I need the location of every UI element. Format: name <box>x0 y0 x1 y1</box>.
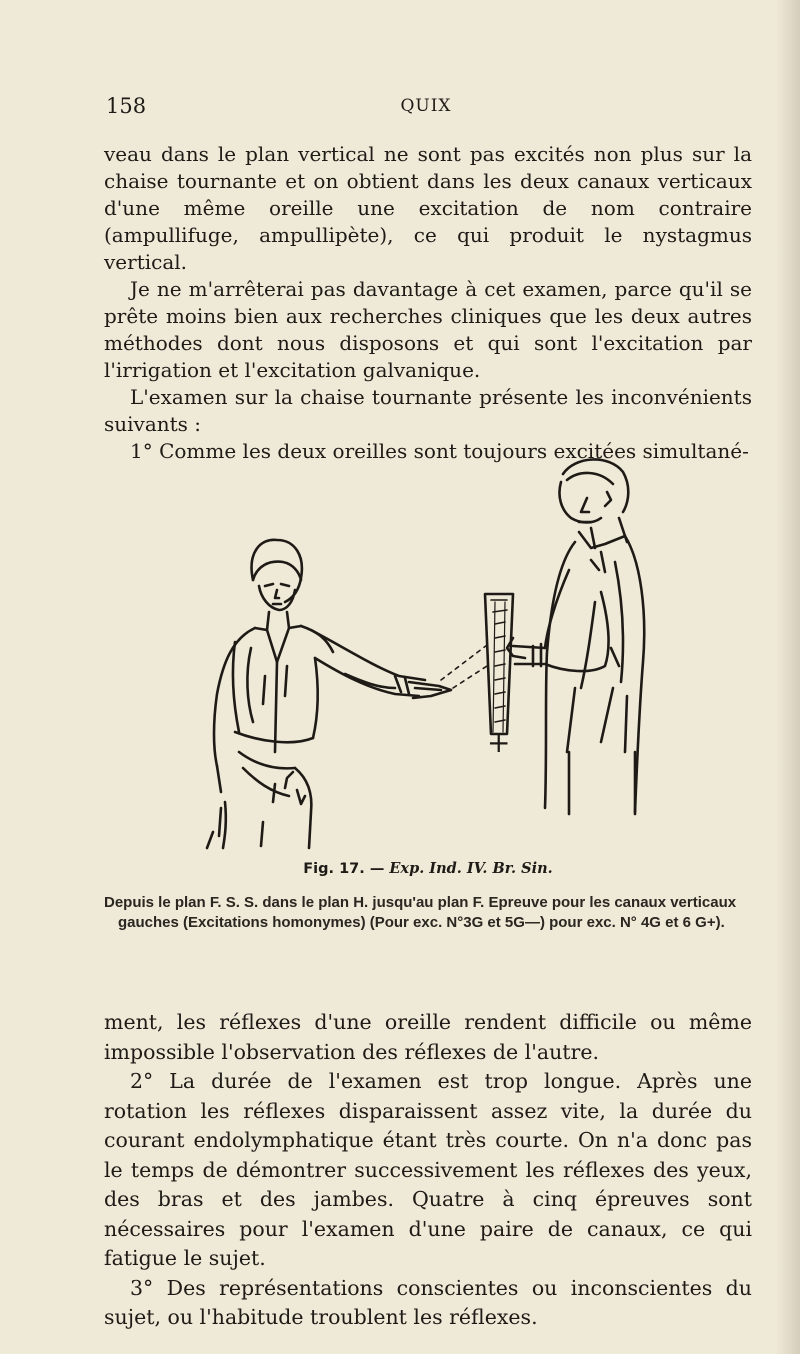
figure-legend <box>104 893 752 933</box>
figure-illustration <box>195 452 655 857</box>
paragraph-continuation: ment, les réflexes d'une oreille rendent difficile ou même impossible l'observation des réflexes de l'autre. <box>104 1010 752 1064</box>
figure-drawing <box>195 452 655 857</box>
page-header <box>106 94 746 124</box>
examiner-figure <box>507 459 644 814</box>
paragraph: 2° La durée de l'examen est trop longue. Après une rotation les réflexes disparaissent assez vite, la durée du courant endolymphatique étant très courte. On n'a donc pas le temps de démontrer successivement les réflexes des yeux, des bras et des jambes. Quatre à cinq épreuves sont nécessaires pour l'examen d'une paire de canaux, ce qui fatigue le sujet. <box>104 1069 752 1270</box>
paragraph-continuation: veau dans le plan vertical ne sont pas excités non plus sur la chaise tournante et on obtient dans les deux canaux verticaux d'une même oreille une excitation de nom contraire (ampullifuge, ampullipète), ce qui produit le nystagmus vertical. <box>104 142 752 274</box>
paragraph: Je ne m'arrêterai pas davantage à cet examen, parce qu'il se prête moins bien aux recherches cliniques que les deux autres méthodes dont nous disposons et qui sont l'excitation par l'irrigation et l'excitation galvanique. <box>104 277 752 382</box>
figure-legend-text: Depuis le plan F. S. S. dans le plan H. jusqu'au plan F. Epreuve pour les canaux verticaux gauches (Excitations homonymes) (Pour exc. N°3G et 5G—) pour exc. N° 4G et 6 G+). <box>104 894 737 931</box>
figure-caption <box>104 860 752 877</box>
figure-caption-text: Exp. Ind. IV. Br. Sin. <box>389 860 553 877</box>
paragraph: L'examen sur la chaise tournante présente les inconvénients suivants : <box>104 385 752 436</box>
figure-number: Fig. 17. — <box>303 861 390 877</box>
running-title: QUIX <box>400 96 452 116</box>
plus-sign-label: + <box>487 726 511 759</box>
top-text-block <box>104 141 752 465</box>
paragraph: 1° Comme les deux oreilles sont toujours excitées simultané- <box>130 439 749 463</box>
paragraph: 3° Des représentations conscientes ou inconscientes du sujet, ou l'habitude troublent les réflexes. <box>104 1275 752 1329</box>
page-edge-shadow <box>776 0 800 1354</box>
test-chart <box>485 594 513 734</box>
pointing-line <box>441 642 491 688</box>
page-number: 158 <box>106 94 147 118</box>
bottom-text-block <box>104 1008 752 1333</box>
patient-figure <box>207 540 451 848</box>
